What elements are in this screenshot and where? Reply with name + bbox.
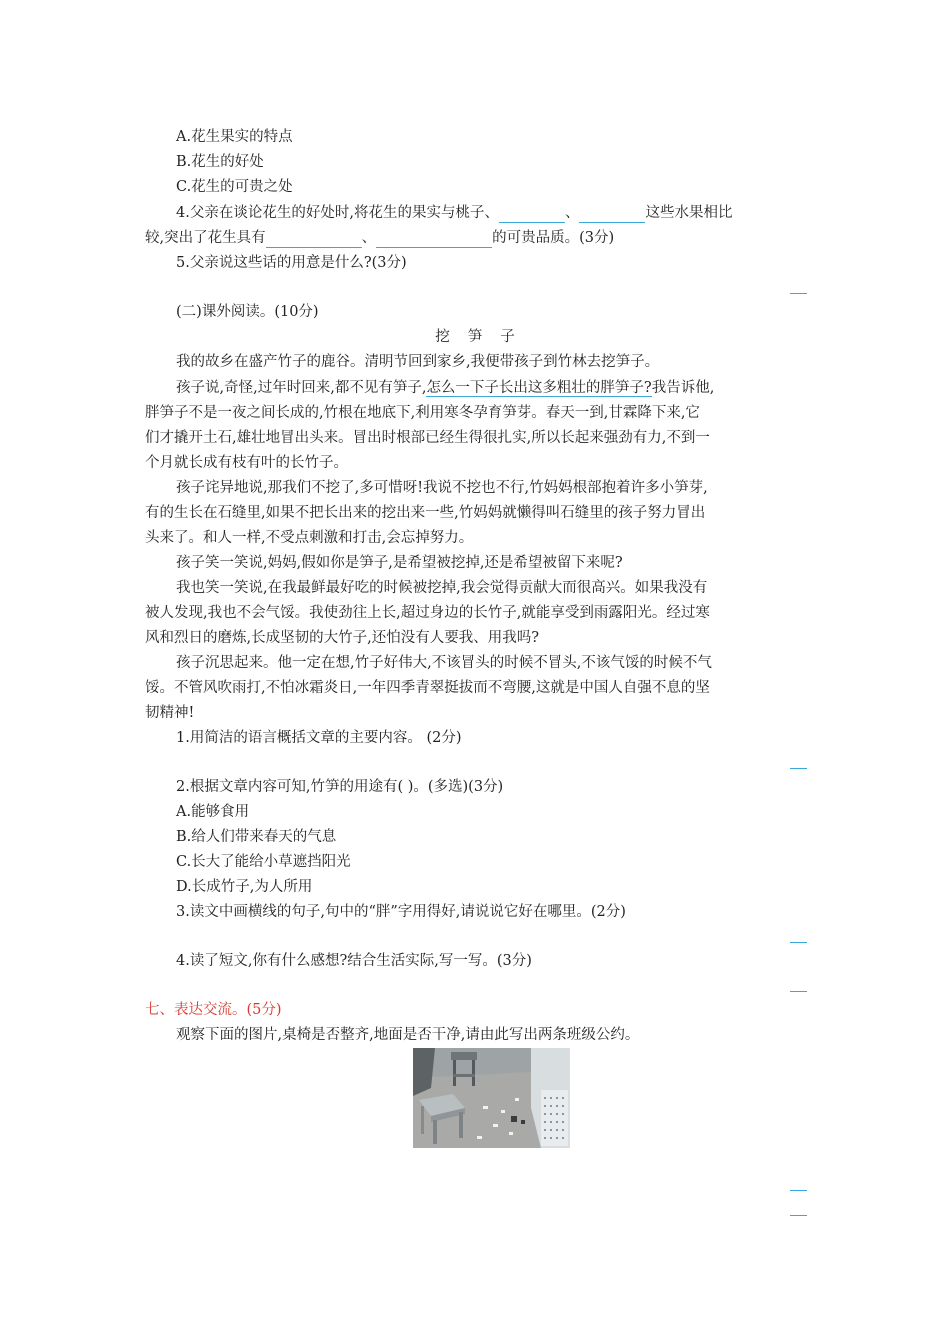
passage-para-6: 孩子沉思起来。他一定在想,竹子好伟大,不该冒头的时候不冒头,不该气馁的时候不气 [176,655,712,671]
q2-option-b: B.给人们带来春天的气息 [176,829,337,845]
question-4: 4.读了短文,你有什么感想?结合生活实际,写一写。(3分) [176,953,532,969]
passage-para-2 [176,378,714,398]
option-b: B.花生的好处 [176,154,264,170]
answer-line[interactable] [790,1190,807,1191]
answer-line[interactable] [790,293,807,294]
title-char: 笋 [467,329,483,345]
q4-blank-4[interactable] [376,231,492,248]
section-7-heading: 七、表达交流。(5分) [145,1002,282,1018]
title-char: 挖 [435,329,450,345]
question-2: 2.根据文章内容可知,竹笋的用途有( )。(多选)(3分) [176,779,504,795]
classroom-photo [413,1048,570,1148]
question-3: 3.读文中画横线的句子,句中的“胖”字用得好,请说说它好在哪里。(2分) [176,904,626,920]
q4-text-a: 4.父亲在谈论花生的好处时,将花生的果实与桃子、 [176,205,499,221]
answer-line[interactable] [790,768,807,769]
section-heading: (二)课外阅读。(10分) [176,304,319,320]
passage-para-5: 我也笑一笑说,在我最鲜最好吃的时候被挖掉,我会觉得贡献大而很高兴。如果我没有 [176,580,708,596]
passage-line: 胖笋子不是一夜之间长成的,竹根在地底下,利用寒冬孕育笋芽。春天一到,甘霖降下来,它 [145,405,700,421]
passage-line: 韧精神! [145,705,195,721]
passage-line: 有的生长在石缝里,如果不把长出来的挖出来一些,竹妈妈就懒得叫石缝里的孩子努力冒出 [145,505,706,521]
passage-line: 被人发现,我也不会气馁。我使劲往上长,超过身边的长竹子,就能享受到雨露阳光。经过寒 [145,605,710,621]
q4-text-d: 的可贵品质。(3分) [492,230,615,246]
passage-line: 馁。不管风吹雨打,不怕冰霜炎日,一年四季青翠挺拔而不弯腰,这就是中国人自强不息的坚 [145,680,710,696]
q5-question: 5.父亲说这些话的用意是什么?(3分) [176,255,407,271]
title-char: 子 [500,329,515,345]
passage-para-4: 孩子笑一笑说,妈妈,假如你是笋子,是希望被挖掉,还是希望被留下来呢? [176,555,623,571]
passage-line: 们才撬开土石,雄壮地冒出头来。冒出时根部已经生得很扎实,所以长起来强劲有力,不到一 [145,430,710,446]
classroom-photo-drawing [413,1048,570,1148]
passage-line: 风和烈日的磨炼,长成坚韧的大竹子,还怕没有人要我、用我吗? [145,630,539,646]
q4-blank-3[interactable] [266,231,362,248]
q2-option-d: D.长成竹子,为人所用 [176,879,313,895]
question-1: 1.用简洁的语言概括文章的主要内容。 (2分) [176,730,462,746]
q4-text-b: 这些水果相比 [645,205,733,221]
q2-option-a: A.能够食用 [176,804,250,820]
option-c: C.花生的可贵之处 [176,179,293,195]
q4-text-c: 较,突出了花生具有 [145,230,266,246]
option-a: A.花生果实的特点 [176,129,293,145]
para-text: 孩子说,奇怪,过年时回来,都不见有笋子, [176,380,427,396]
answer-line[interactable] [790,991,807,992]
para-text: 我告诉他, [651,380,715,396]
section-7-prompt: 观察下面的图片,桌椅是否整齐,地面是否干净,请由此写出两条班级公约。 [176,1027,640,1043]
q4-sep-2: 、 [361,230,377,246]
q4-blank-1[interactable] [499,206,565,223]
q4-line2 [145,228,614,248]
q4-line1 [176,203,732,223]
passage-line: 头来了。和人一样,不受点刺激和打击,会忘掉努力。 [145,530,474,546]
passage-title [0,327,950,347]
q2-option-c: C.长大了能给小草遮挡阳光 [176,854,351,870]
passage-line: 个月就长成有枝有叶的长竹子。 [145,455,348,471]
underlined-sentence: 怎么一下子长出这多粗壮的胖笋子? [426,380,652,396]
q4-blank-2[interactable] [579,206,645,223]
passage-para-1: 我的故乡在盛产竹子的鹿谷。清明节回到家乡,我便带孩子到竹林去挖笋子。 [176,354,660,370]
answer-line[interactable] [790,942,807,943]
q4-sep-1: 、 [564,205,580,221]
answer-line[interactable] [790,1215,807,1216]
passage-para-3: 孩子诧异地说,那我们不挖了,多可惜呀!我说不挖也不行,竹妈妈根部抱着许多小笋芽, [176,480,708,496]
